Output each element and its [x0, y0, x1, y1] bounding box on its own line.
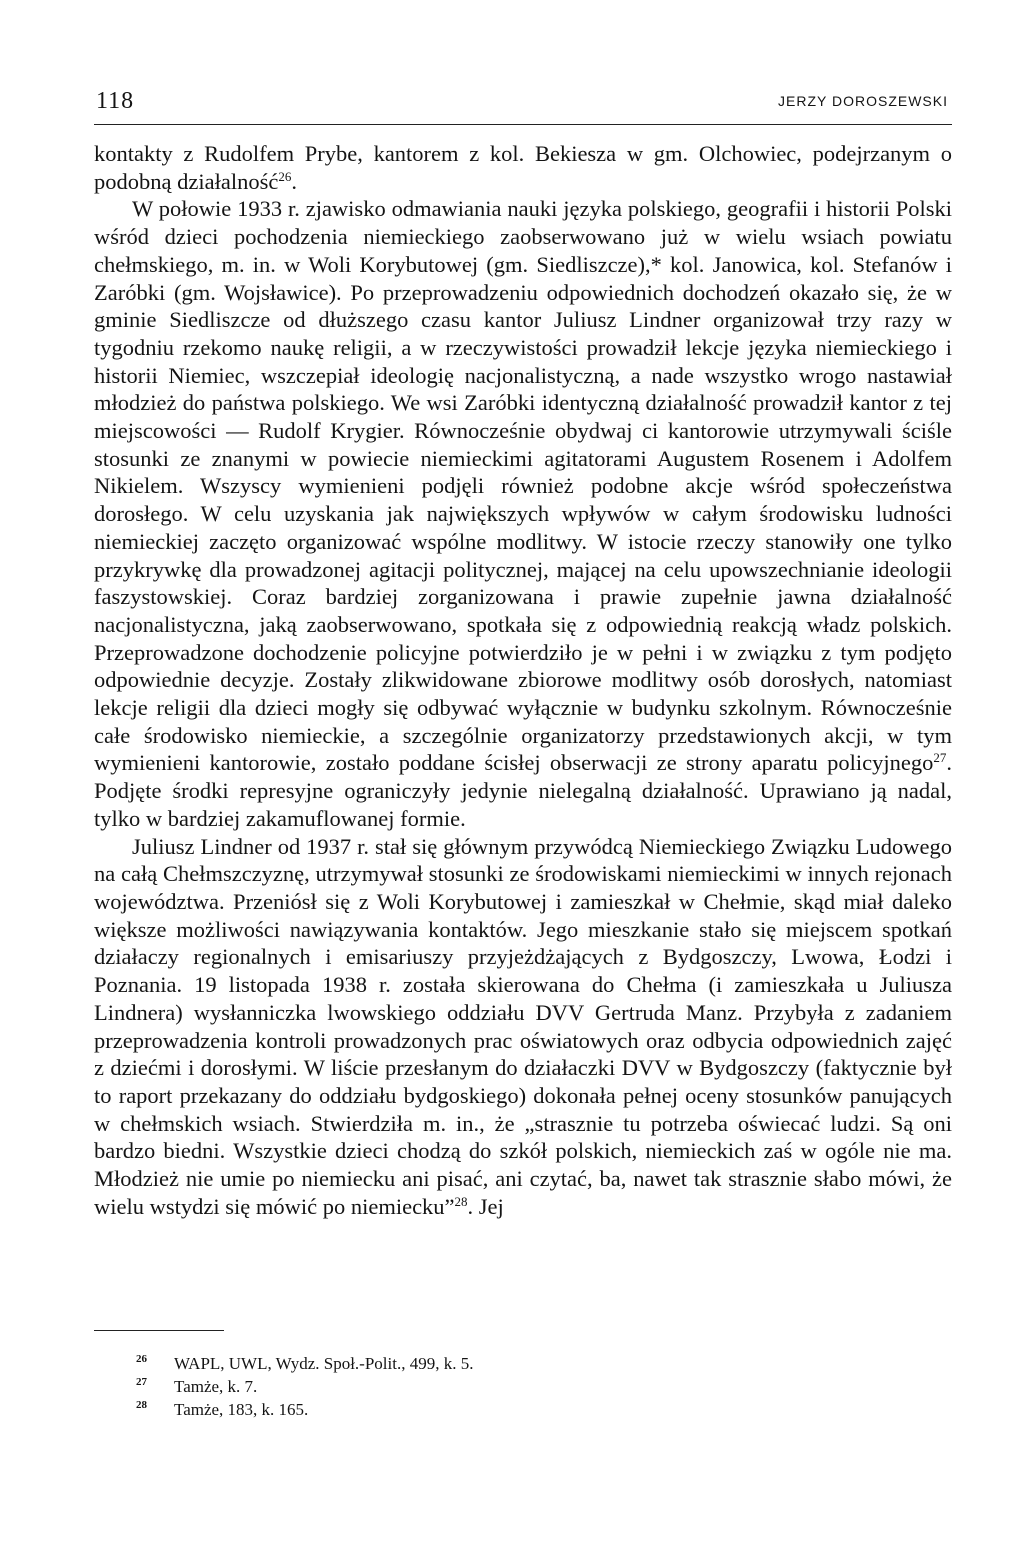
- footnote-ref-28: 28: [454, 1193, 468, 1209]
- paragraph-2-tail: . Podjęte środki represyjne ograniczyły jedynie nielegalną działalność. Uprawiano ją nadal, tylko w bardziej zakamuflowanej formie.: [94, 750, 952, 831]
- footnote-number: 27: [136, 1376, 147, 1388]
- paragraph-1: [94, 140, 952, 195]
- footnote-item: [136, 1375, 836, 1398]
- footnote-number: 26: [136, 1353, 147, 1365]
- running-head-author: JERZY DOROSZEWSKI: [778, 93, 948, 109]
- body-text: [94, 140, 952, 1220]
- header-rule: [94, 124, 952, 125]
- footnote-item: [136, 1352, 836, 1375]
- page-header: [94, 86, 952, 122]
- footnote-text: Tamże, 183, k. 165.: [174, 1400, 309, 1419]
- paragraph-2: [94, 195, 952, 832]
- paragraph-1-tail: .: [291, 168, 297, 194]
- footnotes: [136, 1352, 836, 1421]
- footnote-rule: [94, 1330, 224, 1331]
- footnote-text: WAPL, UWL, Wydz. Społ.-Polit., 499, k. 5.: [174, 1354, 474, 1373]
- paragraph-2-text: W połowie 1933 r. zjawisko odmawiania nauki języka polskiego, geografii i historii Polski wśród dzieci pochodzenia niemieckiego zaobserwowano już w wielu wsiach powiatu chełmskiego, m. in. w Woli Korybutowej (gm. Siedliszcze),* kol. Janowica, kol. Stefanów i Zaróbki (gm. Wojsławice). Po przeprowadzeniu odpowiednich dochodzeń okazało się, że w gminie Siedliszcze od dłuższego czasu kantor Juliusz Lindner organizował trzy razy w tygodniu rzekomo naukę religii, a w rzeczywistości prowadził lekcje języka niemieckiego i historii Niemiec, wszczepiał ideologię nacjonalistyczną, a nade wszystko wrogo nastawiał młodzież do państwa polskiego. We wsi Zaróbki identyczną działalność prowadził kantor z tej miejscowości — Rudolf Krygier. Równocześnie obydwaj ci kantorowie utrzymywali ściśle stosunki ze znanymi w powiecie niemieckimi agitatorami Augustem Rosenem i Adolfem Nikielem. Wszyscy wymienieni podjęli również podobne akcje wśród społeczeństwa dorosłego. W celu uzyskania jak największych wpływów w całym środowisku ludności niemieckiej zaczęto organizować wspólne modlitwy. W istocie rzeczy stanowiły one tylko przykrywkę dla prowadzonej agitacji politycznej, mającej na celu upowszechnianie ideologii faszystowskiej. Coraz bardziej zorganizowana i prawie zupełnie jawna działalność nacjonalistyczna, jaką zaobserwowano, spotkała się z odpowiednią reakcją władz polskich. Przeprowadzone dochodzenie policyjne potwierdziło je w pełni i w związku z tym podjęto odpowiednie decyzje. Zostały zlikwidowane zbiorowe modlitwy osób dorosłych, natomiast lekcje religii dla dzieci mogły się odbywać wyłącznie w budynku szkolnym. Równocześnie całe środowisko niemieckie, a szczególnie organizatorzy przedstawionych akcji, w tym wymienieni kantorowie, zostało poddane ścisłej obserwacji ze strony aparatu policyjnego: [94, 196, 952, 776]
- paragraph-1-text: kontakty z Rudolfem Prybe, kantorem z kol. Bekiesza w gm. Olchowiec, podejrzanym o podobną działalność: [94, 141, 952, 194]
- paragraph-3-text: Juliusz Lindner od 1937 r. stał się głównym przywódcą Niemieckiego Związku Ludowego na całą Chełmszczyznę, utrzymywał stosunki ze środowiskami niemieckimi w innych rejonach województwa. Przeniósł się z Woli Korybutowej i zamieszkał w Chełmie, skąd miał daleko większe możliwości nawiązywania kontaktów. Jego mieszkanie stało się miejscem spotkań działaczy regionalnych i emisariuszy przyjeżdżających z Bydgoszczy, Lwowa, Łodzi i Poznania. 19 listopada 1938 r. została skierowana do Chełma (i zamieszkała u Juliusza Lindnera) wysłanniczka lwowskiego oddziału DVV Gertruda Manz. Przybyła z zadaniem przeprowadzenia kontroli prowadzonych prac oświatowych oraz odbycia odpowiednich zajęć z dziećmi i dorosłymi. W liście przesłanym do działaczki DVV w Bydgoszczy (faktycznie był to raport przekazany do oddziału bydgoskiego) dokonała pełnej oceny stosunków panujących w chełmskich wsiach. Stwierdziła m. in., że „strasznie tu potrzeba oświecać ludzi. Są oni bardzo biedni. Wszystkie dzieci chodzą do szkół polskich, niemieckich zaś w ogóle nie ma. Młodzież nie umie po niemiecku ani pisać, ani czytać, ba, nawet tak strasznie słabo mówi, że wielu wstydzi się mówić po niemiecku”: [94, 833, 952, 1219]
- page-number: 118: [96, 88, 135, 114]
- footnote-ref-26: 26: [278, 168, 292, 184]
- paragraph-3: [94, 833, 952, 1221]
- paragraph-3-tail: . Jej: [467, 1193, 504, 1219]
- footnote-text: Tamże, k. 7.: [174, 1377, 258, 1396]
- footnote-number: 28: [136, 1399, 147, 1411]
- footnote-ref-27: 27: [933, 750, 947, 766]
- footnote-item: [136, 1398, 836, 1421]
